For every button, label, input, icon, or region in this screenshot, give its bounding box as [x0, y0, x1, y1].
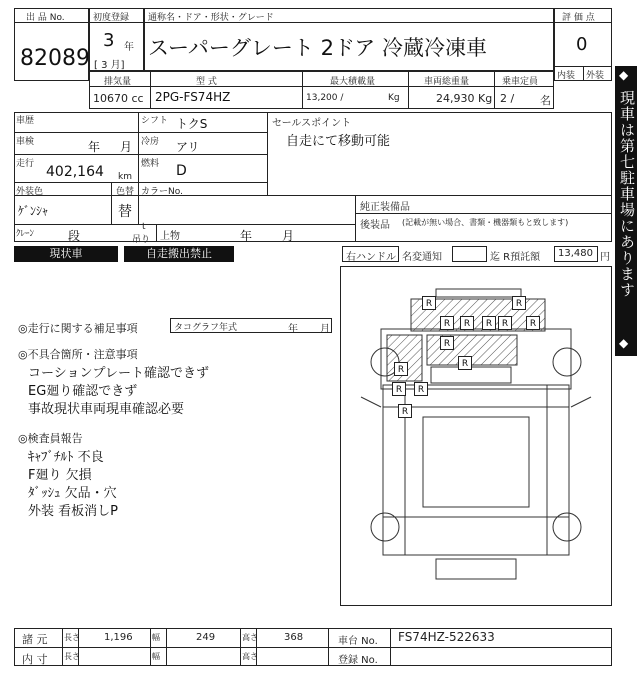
no-self-drive-badge: 自走搬出禁止	[124, 246, 234, 262]
fuel-label: 燃料	[141, 159, 160, 169]
lot-no: 82089	[20, 46, 90, 71]
damage-mark-r: R	[392, 382, 406, 396]
score-label: 評 価 点	[562, 13, 595, 23]
shift: トクS	[176, 117, 208, 131]
upper-year: 年	[240, 229, 253, 243]
damage-mark-r: R	[414, 382, 428, 396]
color-no-label: カラーNo.	[141, 187, 183, 197]
banner-diamond-bottom: ◆	[619, 336, 629, 350]
damage-mark-r: R	[460, 316, 474, 330]
damage-mark-r: R	[422, 296, 436, 310]
damage-mark-r: R	[526, 316, 540, 330]
height-label: 高さ	[242, 633, 258, 642]
upper-label: 上物	[160, 231, 180, 242]
fuel: D	[176, 163, 187, 179]
mileage-label: 走行	[16, 159, 35, 169]
inspection-label: 車検	[16, 137, 35, 147]
first-reg-year: 3	[103, 30, 115, 51]
color-label: 外装色	[16, 187, 44, 197]
width: 249	[196, 632, 216, 643]
lot-no-label: 出 品 No.	[26, 13, 65, 23]
current-status-badge: 現状車	[14, 246, 118, 262]
aftermarket-label: 後装品	[360, 220, 390, 231]
gross: 24,930 Kg	[436, 92, 493, 105]
crane-label: ｸﾚｰﾝ	[16, 229, 35, 239]
odo-unit: 円	[600, 252, 610, 263]
name-change-box	[452, 246, 487, 262]
handle: 右ハンドル	[346, 252, 396, 263]
damage-mark-r: R	[498, 316, 512, 330]
banner-text: 現車は第七駐車場にあります	[618, 90, 636, 298]
capacity-unit: 名	[540, 94, 551, 107]
length-label: 長さ	[64, 633, 80, 642]
tacho-label: タコグラフ年式	[174, 323, 238, 333]
max-load-label: 最大積載量	[330, 77, 376, 87]
vehicle-name: スーパーグレート 2ドア 冷蔵冷凍車	[148, 36, 487, 60]
ac-label: 冷房	[141, 137, 160, 147]
reg-label: 登録 No.	[338, 655, 378, 666]
displacement: 10670 cc	[93, 92, 144, 105]
inner-width-label: 幅	[152, 652, 160, 661]
odo-value: 13,480	[558, 248, 593, 259]
inner-length-label: 長さ	[64, 652, 80, 661]
exterior-label: 外装	[586, 71, 605, 81]
mileage: 402,164	[46, 164, 104, 180]
inspector-3: 外装 看板消しP	[28, 504, 118, 519]
driving-label: ◎走行に関する補足事項	[18, 322, 138, 335]
inspection-year: 年	[88, 140, 101, 154]
length: 1,196	[104, 632, 133, 643]
crane-tsuri: 吊り	[132, 235, 151, 245]
model-label: 型 式	[196, 77, 217, 87]
gross-label: 車両総重量	[424, 77, 470, 87]
inspector-label: ◎検査員報告	[18, 432, 83, 445]
defect-2: 事故現状車両現車確認必要	[28, 402, 185, 417]
tacho-year: 年	[288, 324, 298, 335]
mileage-unit: km	[118, 172, 132, 182]
chassis-label: 車台 No.	[338, 636, 378, 647]
displacement-label: 排気量	[104, 77, 132, 87]
history-label: 車歴	[16, 116, 35, 126]
chassis: FS74HZ-522633	[398, 630, 495, 644]
damage-mark-r: R	[458, 356, 472, 370]
inspector-2: ﾀﾞｯｼｭ 欠品・穴	[28, 486, 117, 501]
capacity-label: 乗車定員	[502, 77, 539, 87]
truck-outline	[341, 267, 611, 605]
banner-diamond-top: ◆	[619, 68, 629, 82]
name-change-label: 名変通知	[402, 252, 442, 263]
inner-height-label: 高さ	[242, 652, 258, 661]
damage-mark-r: R	[482, 316, 496, 330]
damage-diagram	[340, 266, 612, 606]
height: 368	[284, 632, 304, 643]
damage-mark-r: R	[440, 316, 454, 330]
inspector-0: ｷｬﾌﾞﾁﾙﾄ 不良	[28, 450, 104, 465]
crane-dan: 段	[68, 229, 81, 243]
crane-t: t	[142, 222, 146, 232]
max-load: 13,200 /	[306, 93, 344, 103]
odo-label: 迄 R預託額	[490, 252, 541, 263]
first-reg-year-unit: 年	[124, 42, 134, 53]
genuine-label: 純正装備品	[360, 202, 410, 213]
first-reg-label: 初度登録	[93, 13, 130, 23]
footer-specs-label: 諸 元	[22, 633, 48, 646]
sales-point: 自走にて移動可能	[286, 134, 391, 149]
score: 0	[576, 34, 588, 55]
defect-0: コーションプレート確認できず	[28, 366, 209, 381]
defects-label: ◎不具合箇所・注意事項	[18, 348, 138, 361]
aftermarket-note: (記載が無い場合、書類・機器類もと致します)	[402, 218, 569, 227]
inspector-1: F廻り 欠損	[28, 468, 92, 483]
bumper-top	[436, 289, 521, 297]
defect-1: EG廻り確認できず	[28, 384, 138, 399]
ac: アリ	[176, 140, 200, 154]
shift-label: シフト	[141, 116, 169, 126]
capacity: 2 /	[500, 92, 515, 105]
max-load-unit: Kg	[388, 93, 400, 103]
name-label: 通称名・ドア・形状・グレード	[148, 13, 274, 23]
first-reg-month: [ 3 月]	[94, 60, 125, 71]
sales-point-label: セールスポイント	[272, 118, 352, 129]
damage-mark-r: R	[512, 296, 526, 310]
damage-mark-r: R	[398, 404, 412, 418]
interior-label: 内装	[557, 71, 576, 81]
width-label: 幅	[152, 633, 160, 642]
color: ｹﾞﾝｼｬ	[18, 204, 49, 218]
damage-mark-r: R	[394, 362, 408, 376]
inspection-month: 月	[120, 140, 133, 154]
model: 2PG-FS74HZ	[155, 90, 231, 104]
upper-month: 月	[282, 229, 295, 243]
color-change: 替	[118, 204, 132, 220]
footer-inner-label: 内 寸	[22, 653, 48, 666]
tacho-month: 月	[320, 324, 330, 335]
color-change-label: 色替	[116, 187, 135, 197]
damage-mark-r: R	[440, 336, 454, 350]
